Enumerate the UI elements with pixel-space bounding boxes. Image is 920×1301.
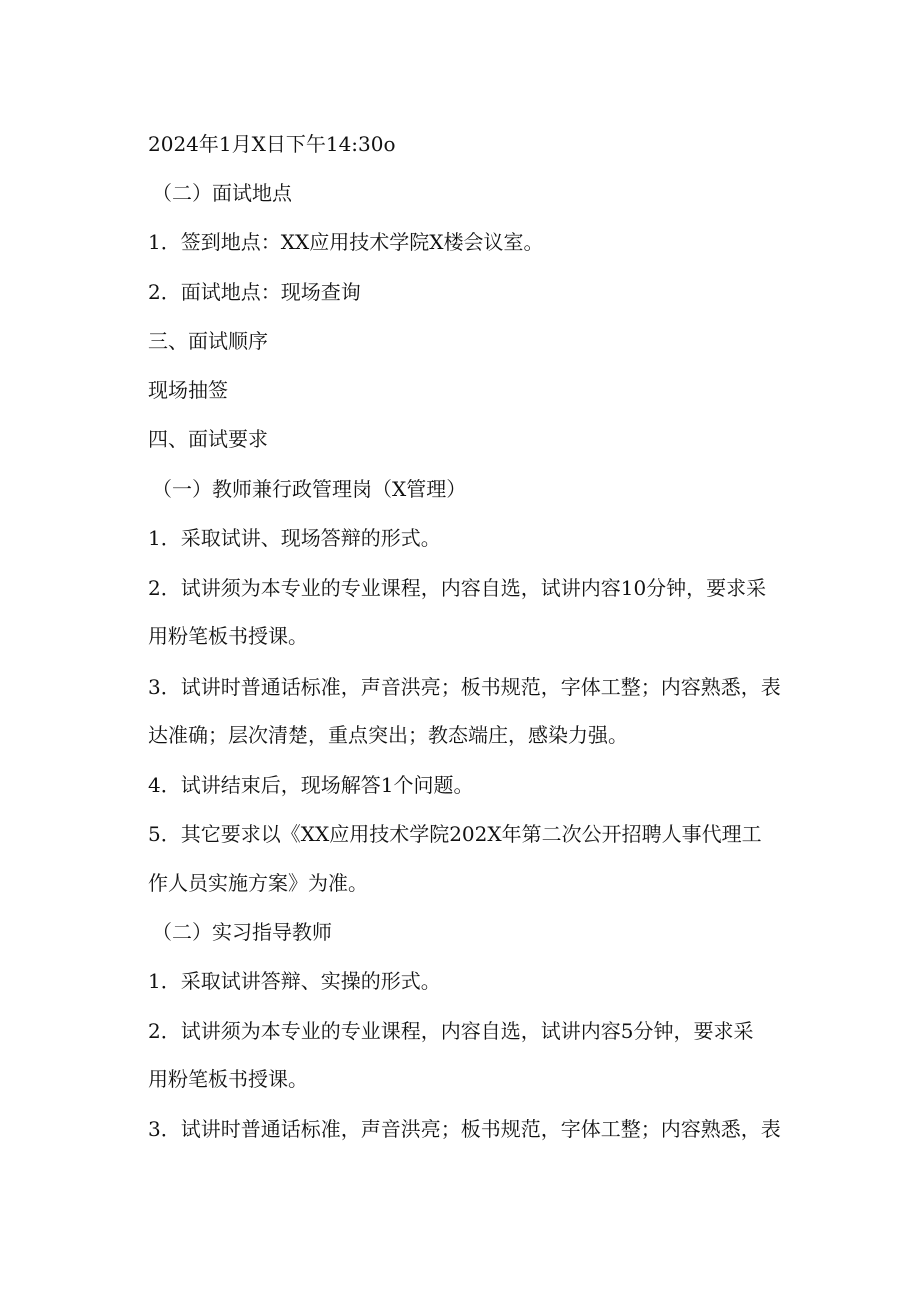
list-item-lecture-standards-2: 3．试讲时普通话标准，声音洪亮；板书规范，字体工整；内容熟悉，表: [148, 1117, 781, 1141]
list-item-lecture-content-2: 2．试讲须为本专业的专业课程，内容自选，试讲内容5分钟，要求采: [148, 1019, 754, 1043]
list-item-format: 1．采取试讲、现场答辩的形式。: [148, 526, 441, 550]
list-item-interview-location: 2．面试地点：现场查询: [148, 280, 361, 304]
list-item-lecture-standards: 3．试讲时普通话标准，声音洪亮；板书规范，字体工整；内容熟悉，表: [148, 675, 781, 699]
section-heading-interview-requirements: 四、面试要求: [148, 427, 268, 451]
list-item-format-2: 1．采取试讲答辩、实操的形式。: [148, 969, 441, 993]
list-item-lecture-content-cont: 用粉笔板书授课。: [148, 624, 308, 648]
list-item-question: 4．试讲结束后，现场解答1个问题。: [148, 773, 474, 797]
list-item-checkin-location: 1．签到地点：XX应用技术学院X楼会议室。: [148, 230, 544, 254]
subsection-heading-teacher-admin: （一）教师兼行政管理岗（X管理）: [152, 477, 467, 501]
list-item-other-requirements: 5．其它要求以《XX应用技术学院202X年第二次公开招聘人事代理工: [148, 822, 762, 846]
list-item-lecture-standards-cont: 达准确；层次清楚，重点突出；教态端庄，感染力强。: [148, 723, 628, 747]
list-item-lecture-content: 2．试讲须为本专业的专业课程，内容自选，试讲内容10分钟，要求采: [148, 576, 767, 600]
section-heading-interview-location: （二）面试地点: [152, 181, 292, 205]
list-item-other-requirements-cont: 作人员实施方案》为准。: [148, 871, 368, 895]
section-heading-interview-order: 三、面试顺序: [148, 329, 268, 353]
paragraph-draw-lots: 现场抽签: [148, 378, 228, 402]
subsection-heading-practice-instructor: （二）实习指导教师: [152, 920, 332, 944]
list-item-lecture-content-2-cont: 用粉笔板书授课。: [148, 1067, 308, 1091]
interview-time-line: 2024年1月X日下午14:30o: [148, 132, 396, 156]
